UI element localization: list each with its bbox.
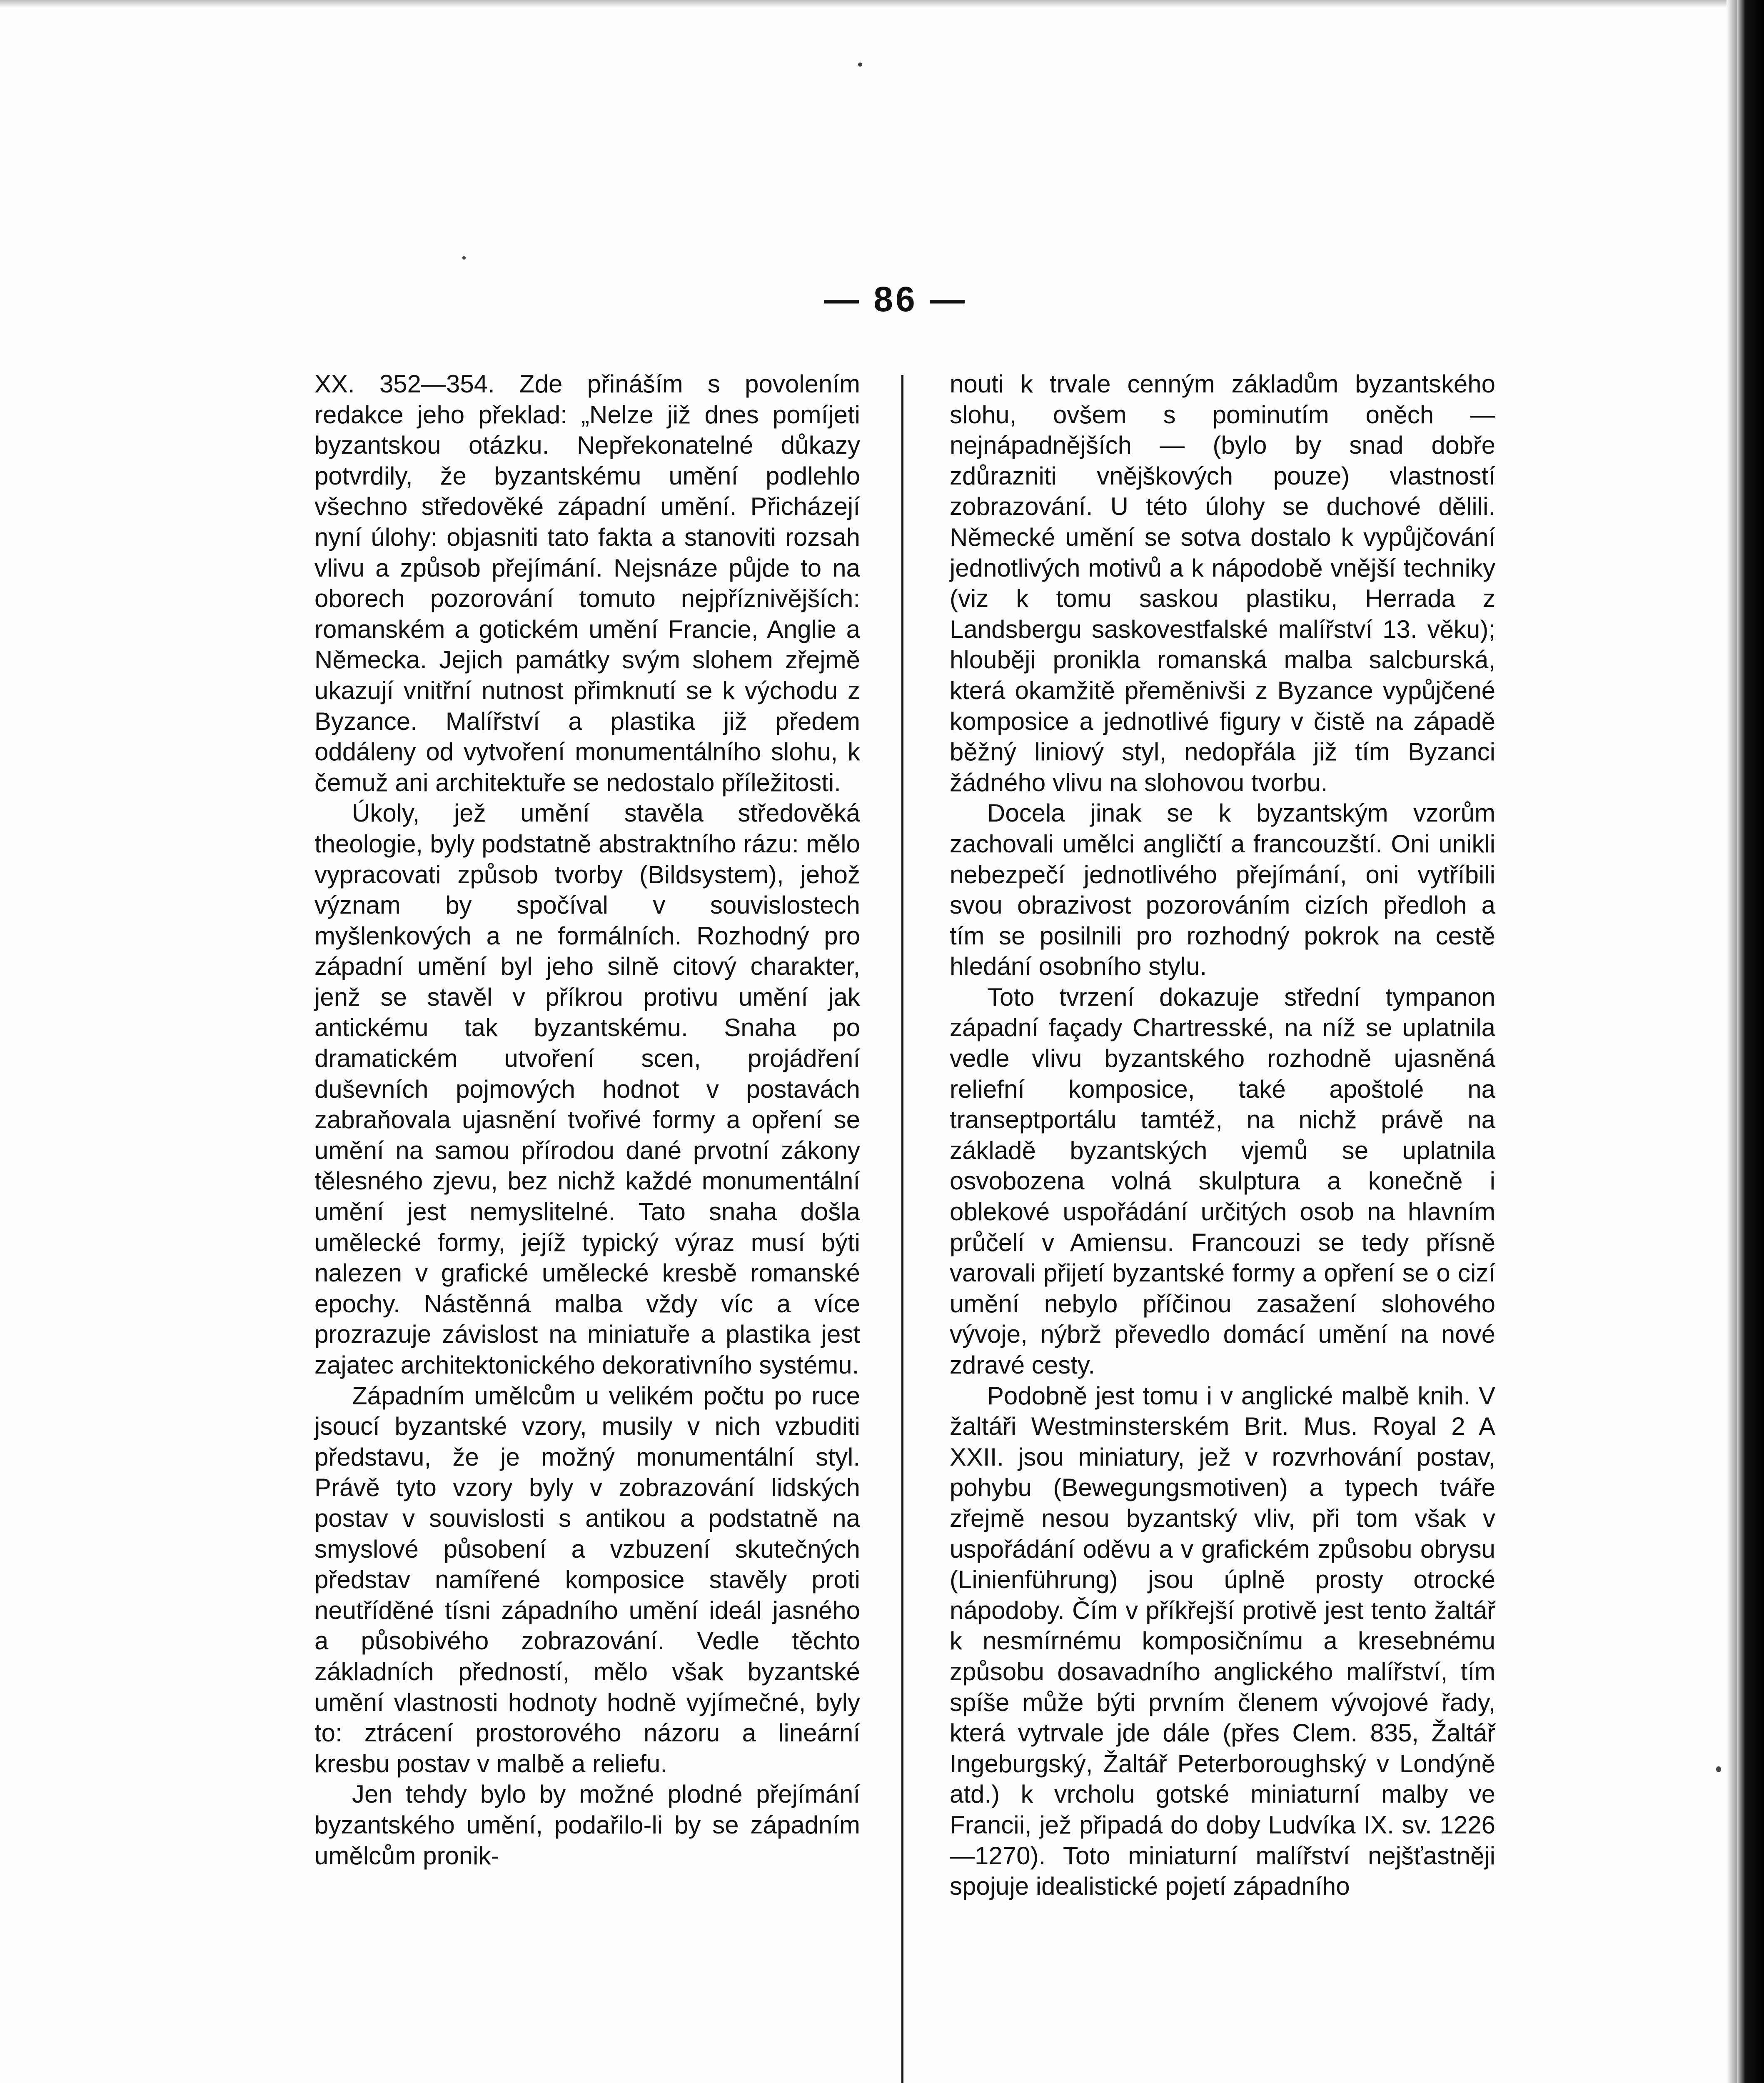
paragraph: Toto tvrzení dokazuje střední tympanon západní façady Chartresské, na níž se uplatnila vedle vlivu byzantského rozhodně ujasněná reliefní komposice, také apoštolé na transeptportálu tamtéž, na nichž právě na základě byzantských vjemů se uplatnila osvobozena volná skulptura a konečně i oblekové uspořádání určitých osob na hlavním průčelí v Amiensu. Francouzi se tedy přísně varovali přijetí byzantské formy a opření se o cizí umění nebylo příčinou zasažení slohového vývoje, nýbrž převedlo domácí umění na nové zdravé cesty. [950, 983, 1495, 1379]
left-column [314, 369, 860, 1871]
paragraph: nouti k trvale cenným základům byzantského slohu, ovšem s pominutím oněch — nejnápadnějších — (bylo by snad dobře zdůrazniti vnějškových pouze) vlastností zobrazování. U této úlohy se duchové dělili. Německé umění se sotva dostalo k vypůjčování jednotlivých motivů a k nápodobě vnější techniky (viz k tomu saskou plastiku, Herrada z Landsbergu saskovestfalské malířství 13. věku); hlouběji pronikla romanská malba salcburská, která okamžitě přeměnivši z Byzance vypůjčené komposice a jednotlivé figury v čistě na západě běžný liniový styl, nedopřála již tím Byzanci žádného vlivu na slohovou tvorbu. [950, 370, 1495, 797]
paragraph: Úkoly, jež umění stavěla středověká theologie, byly podstatně abstraktního rázu: mělo vypracovati způsob tvorby (Bildsystem), jehož význam by spočíval v souvislostech myšlenkových a ne formálních. Rozhodný pro západní umění byl jeho silně citový charakter, jenž se stavěl v příkrou protivu umění jak antickému tak byzantskému. Snaha po dramatickém utvoření scen, projádření duševních pojmových hodnot v postavách zabraňovala ujasnění tvořivé formy a opření se umění na samou přírodou dané prvotní zákony tělesného zjevu, bez nichž každé monumentální umění jest nemyslitelné. Tato snaha došla umělecké formy, jejíž typický výraz musí býti nalezen v grafické umělecké kresbě romanské epochy. Nástěnná malba vždy víc a více prozrazuje závislost na miniatuře a plastika jest zajatec architektonického dekorativního systému. [314, 799, 860, 1379]
scan-speck [462, 256, 466, 260]
scan-top-edge [0, 0, 1764, 7]
page-number: — 86 — [823, 280, 968, 319]
scan-right-edge [1737, 0, 1764, 2083]
scan-right-shadow [1727, 0, 1737, 2083]
right-column [950, 369, 1495, 1902]
paragraph: XX. 352—354. Zde přináším s povolením redakce jeho překlad: „Nelze již dnes pomíjeti byzantskou otázku. Nepřekonatelné důkazy potvrdily, že byzantskému umění podlehlo všechno středověké západní umění. Přicházejí nyní úlohy: objasniti tato fakta a stanoviti rozsah vlivu a způsob přejímání. Nejsnáze půjde to na oborech pozorování tomuto nejpříznivějších: romanském a gotickém umění Francie, Anglie a Německa. Jejich památky svým slohem zřejmě ukazují vnitřní nutnost přimknutí se k východu z Byzance. Malířství a plastika již předem oddáleny od vytvoření monumentálního slohu, k čemuž ani architektuře se nedostalo příležitosti. [314, 370, 860, 797]
paragraph: Jen tehdy bylo by možné plodné přejímání byzantského umění, podařilo-li by se západním umělcům pronik- [314, 1780, 860, 1870]
column-divider [901, 375, 903, 2083]
paragraph: Podobně jest tomu i v anglické malbě knih. V žaltáři Westminsterském Brit. Mus. Royal 2 A XXII. jsou miniatury, jež v rozvrhování postav, pohybu (Bewegungsmotiven) a typech tváře zřejmě nesou byzantský vliv, při tom však v uspořádání oděvu a v grafickém způsobu obrysu (Linienführung) jsou úplně prosty otrocké nápodoby. Čím v příkřejší protivě jest tento žaltář k nesmírnému komposičnímu a kresebnému způsobu dosavadního anglického malířství, tím spíše může býti prvním členem vývojové řady, která vytrvale jde dále (přes Clem. 835, Žaltář Ingeburgský, Žaltář Peterboroughský v Londýně atd.) k vrcholu gotské miniaturní malby ve Francii, jež připadá do doby Ludvíka IX. sv. 1226—1270). Toto miniaturní malířství nejšťastněji spojuje idealistické pojetí západního [950, 1381, 1495, 1901]
scan-speck [858, 62, 862, 67]
scan-speck [1716, 1766, 1721, 1772]
paragraph: Docela jinak se k byzantským vzorům zachovali umělci angličtí a francouzští. Oni unikli nebezpečí jednotlivého přejímání, oni vytříbili svou obrazivost pozorováním cizích předloh a tím se posilnili pro rozhodný pokrok na cestě hledání osobního stylu. [950, 799, 1495, 981]
paragraph: Západním umělcům u velikém počtu po ruce jsoucí byzantské vzory, musily v nich vzbuditi představu, že je možný monumentální styl. Právě tyto vzory byly v zobrazování lidských postav v souvislosti s antikou a podstatně na smyslové působení a vzbuzení skutečných představ namířené komposice stavěly proti neutříděné tísni západního umění ideál jasného a působivého zobrazování. Vedle těchto základních předností, mělo však byzantské umění vlastnosti hodnoty hodně vyjímečné, byly to: ztrácení prostorového názoru a lineární kresbu postav v malbě a reliefu. [314, 1381, 860, 1778]
